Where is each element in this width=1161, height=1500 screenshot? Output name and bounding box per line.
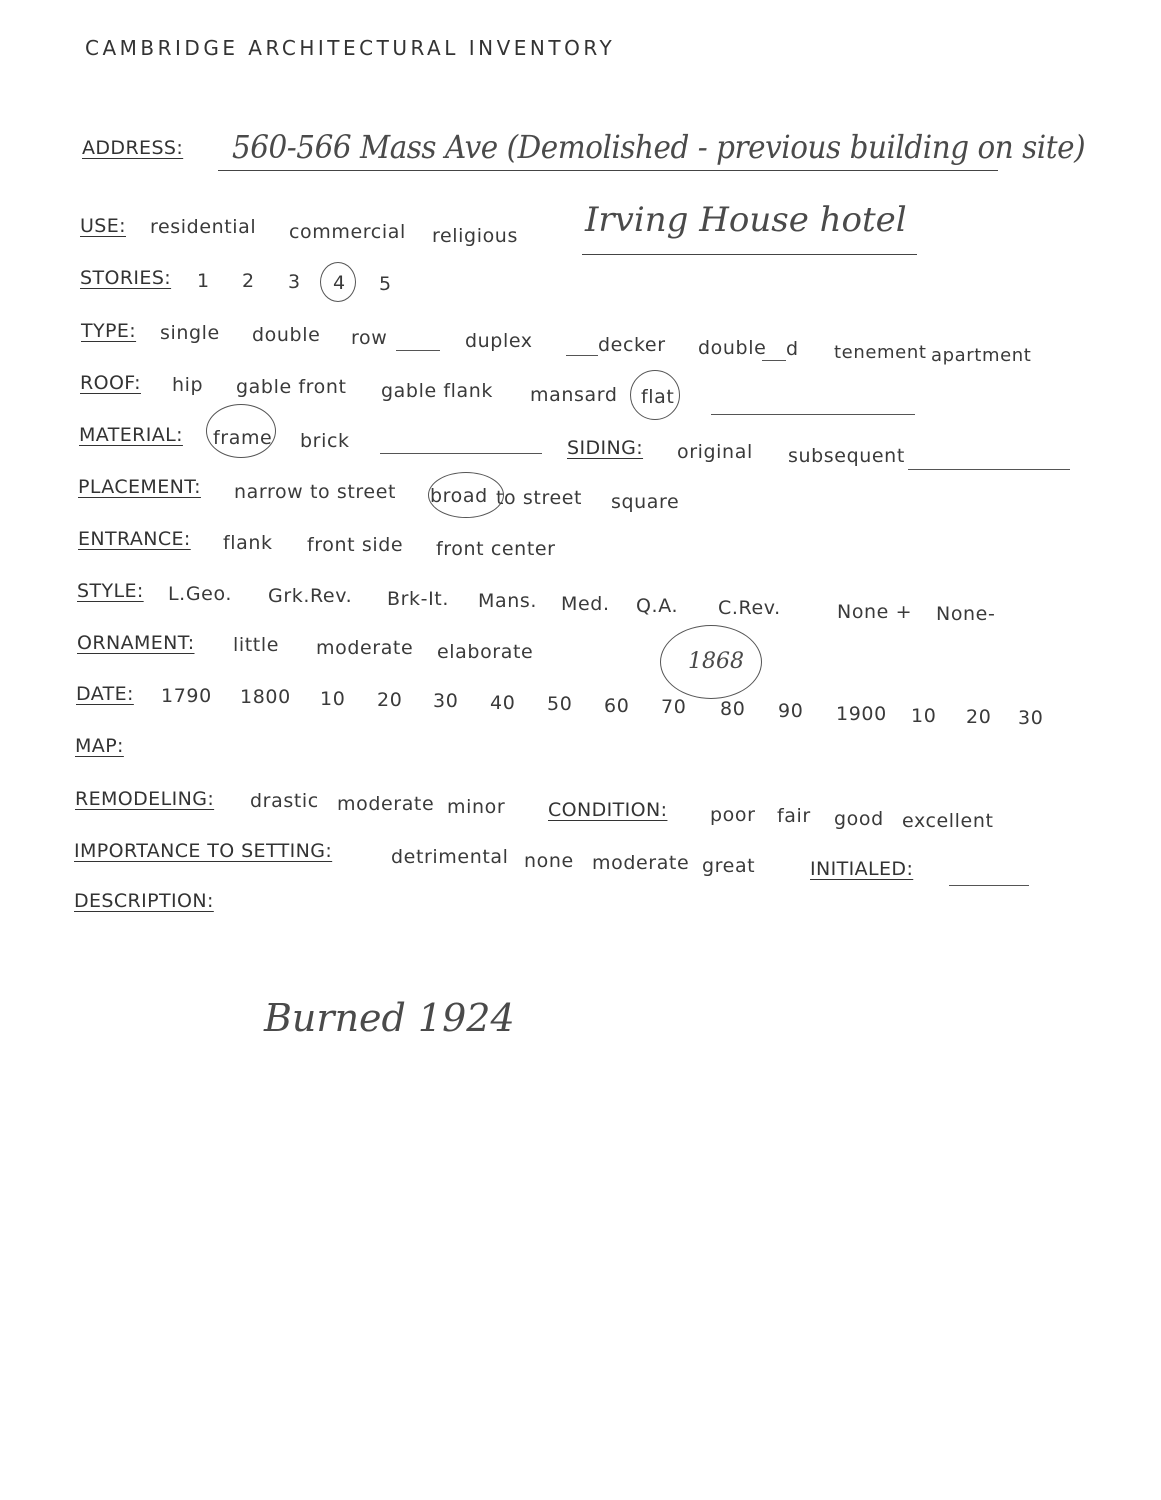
roof-other-blank — [711, 414, 915, 415]
roof-option-gable-flank: gable flank — [381, 380, 494, 402]
roof-selected-circle — [630, 370, 680, 420]
type-option-apartment: apartment — [931, 345, 1032, 366]
date-option-50: 50 — [547, 693, 573, 715]
material-selected-circle — [206, 404, 276, 458]
type-option-d: d — [786, 338, 799, 360]
entrance-option-front-side: front side — [307, 534, 404, 556]
type-label: TYPE: — [81, 320, 137, 342]
type-double-d-blank — [762, 360, 786, 361]
siding-option-original: original — [677, 441, 753, 463]
date-option-1910: 10 — [911, 705, 937, 727]
placement-selected-circle — [428, 472, 504, 518]
date-option-10: 10 — [320, 688, 346, 710]
type-option-single: single — [160, 322, 220, 344]
date-option-1930: 30 — [1018, 707, 1044, 729]
address-underline — [218, 170, 998, 171]
initialed-blank — [949, 885, 1029, 886]
condition-option-poor: poor — [710, 804, 756, 826]
date-option-1800: 1800 — [240, 686, 291, 708]
initialed-label: INITIALED: — [810, 858, 914, 880]
date-handwritten-circle — [660, 625, 762, 699]
date-option-20: 20 — [377, 689, 403, 711]
date-option-70: 70 — [661, 696, 687, 718]
style-option-crev: C.Rev. — [718, 597, 781, 619]
stories-option-2: 2 — [242, 270, 255, 292]
use-handwritten: Irving House hotel — [585, 200, 907, 240]
placement-option-broad: broad — [430, 485, 488, 507]
material-label: MATERIAL: — [79, 424, 183, 446]
roof-option-hip: hip — [172, 374, 204, 396]
stories-option-1: 1 — [197, 270, 210, 292]
placement-option-to-street: to street — [496, 487, 583, 509]
material-option-frame: frame — [213, 427, 273, 449]
type-row-blank — [396, 350, 440, 351]
use-option-religious: religious — [432, 225, 518, 247]
stories-option-5: 5 — [379, 273, 392, 295]
date-handwritten: 1868 — [688, 649, 744, 674]
condition-option-good: good — [834, 808, 884, 830]
form-title: CAMBRIDGE ARCHITECTURAL INVENTORY — [85, 36, 616, 60]
importance-option-great: great — [702, 855, 756, 877]
stories-option-4: 4 — [333, 272, 346, 294]
roof-option-gable-front: gable front — [236, 376, 347, 398]
ornament-option-moderate: moderate — [316, 637, 414, 659]
entrance-option-front-center: front center — [436, 538, 556, 560]
importance-option-detrimental: detrimental — [391, 846, 509, 868]
use-label: USE: — [80, 215, 126, 237]
style-option-mans: Mans. — [478, 590, 538, 612]
date-option-30: 30 — [433, 690, 459, 712]
date-label: DATE: — [76, 683, 134, 705]
style-option-qa: Q.A. — [636, 595, 679, 617]
siding-other-blank — [908, 469, 1070, 470]
type-decker-blank — [566, 355, 598, 356]
style-option-grkrev: Grk.Rev. — [268, 585, 353, 607]
importance-option-none: none — [524, 850, 574, 872]
style-option-brkit: Brk-It. — [387, 588, 449, 610]
type-option-duplex: duplex — [465, 330, 533, 352]
material-option-brick: brick — [300, 430, 350, 452]
entrance-label: ENTRANCE: — [78, 528, 191, 550]
importance-option-moderate: moderate — [592, 852, 690, 874]
placement-label: PLACEMENT: — [78, 476, 201, 498]
style-option-med: Med. — [561, 593, 610, 615]
ornament-option-little: little — [233, 634, 280, 656]
type-option-decker: decker — [598, 334, 666, 356]
date-option-60: 60 — [604, 695, 630, 717]
ornament-option-elaborate: elaborate — [437, 641, 534, 663]
importance-label: IMPORTANCE TO SETTING: — [74, 840, 333, 862]
entrance-option-flank: flank — [223, 532, 273, 554]
type-option-double: double — [252, 324, 321, 346]
ornament-label: ORNAMENT: — [77, 632, 195, 654]
style-option-none-plus: None + — [837, 601, 913, 623]
date-option-1920: 20 — [966, 706, 992, 728]
placement-option-square: square — [611, 491, 680, 513]
date-option-1900: 1900 — [836, 703, 887, 725]
remodeling-label: REMODELING: — [75, 788, 215, 810]
condition-label: CONDITION: — [548, 799, 668, 821]
style-option-none-minus: None- — [936, 603, 996, 625]
stories-option-3: 3 — [288, 271, 301, 293]
condition-option-excellent: excellent — [902, 810, 994, 832]
type-option-row: row — [351, 327, 388, 349]
date-option-80: 80 — [720, 698, 746, 720]
use-option-residential: residential — [150, 216, 257, 238]
siding-option-subsequent: subsequent — [788, 445, 905, 467]
remodeling-option-drastic: drastic — [250, 790, 319, 812]
type-option-double-d: double — [698, 337, 767, 359]
style-option-lgeo: L.Geo. — [168, 583, 232, 605]
style-label: STYLE: — [77, 580, 144, 602]
roof-label: ROOF: — [80, 372, 141, 394]
roof-option-mansard: mansard — [530, 384, 618, 406]
date-option-1790: 1790 — [161, 685, 212, 707]
date-option-40: 40 — [490, 692, 516, 714]
use-option-commercial: commercial — [289, 221, 406, 243]
map-label: MAP: — [75, 735, 124, 757]
siding-label: SIDING: — [567, 437, 644, 459]
date-option-90: 90 — [778, 700, 804, 722]
condition-option-fair: fair — [777, 805, 811, 827]
remodeling-option-minor: minor — [447, 796, 506, 818]
material-other-blank — [380, 453, 542, 454]
remodeling-option-moderate: moderate — [337, 793, 435, 815]
use-underline — [582, 254, 917, 255]
stories-label: STORIES: — [80, 267, 172, 289]
description-label: DESCRIPTION: — [74, 890, 214, 912]
placement-option-narrow: narrow to street — [234, 481, 397, 503]
description-handwritten: Burned 1924 — [264, 996, 515, 1040]
type-option-tenement: tenement — [834, 342, 927, 363]
address-value: 560-566 Mass Ave (Demolished - previous building on site) — [232, 128, 1086, 166]
roof-option-flat: flat — [641, 386, 675, 408]
stories-selected-circle — [320, 262, 356, 302]
address-label: ADDRESS: — [82, 137, 184, 159]
